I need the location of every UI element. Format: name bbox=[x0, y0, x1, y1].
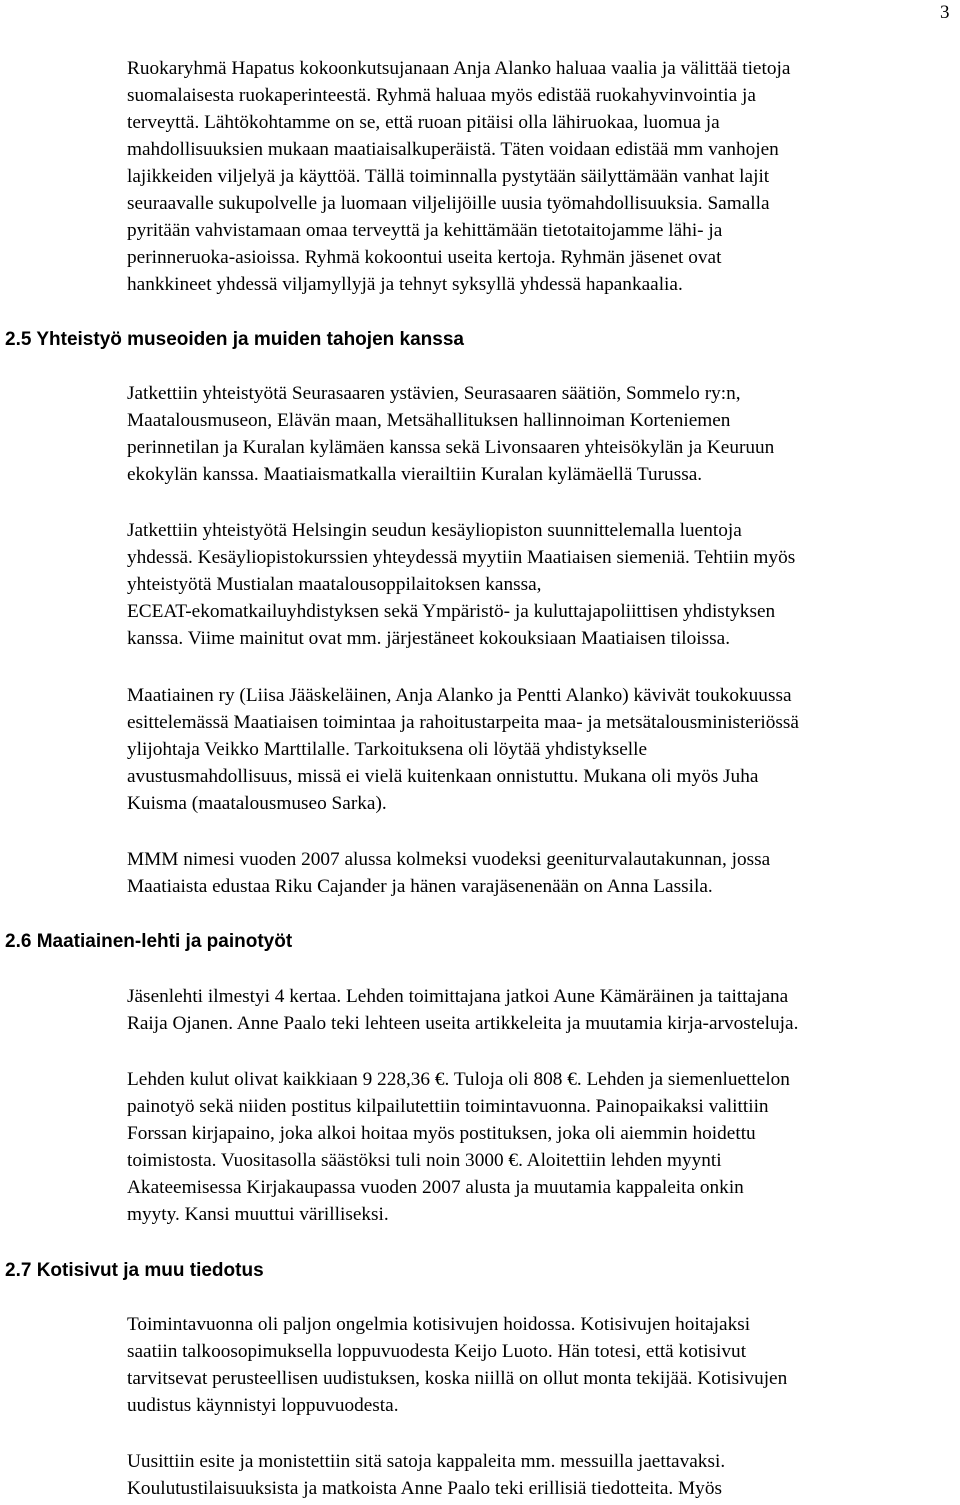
text-line: ECEAT-ekomatkailuyhdistyksen sekä Ympäristö- ja kuluttajapoliittisen yhdistyksen bbox=[127, 601, 776, 622]
text-line: saatiin talkoosopimuksella loppuvuodesta Keijo Luoto. Hän totesi, että kotisivut bbox=[127, 1341, 747, 1362]
text-line: myyty. Kansi muuttui värilliseksi. bbox=[127, 1204, 389, 1225]
text-line: Koulutustilaisuuksista ja matkoista Anne Paalo teki erillisiä tiedotteita. Myös bbox=[127, 1478, 722, 1499]
section-heading: 2.6 Maatiainen-lehti ja painotyöt bbox=[5, 931, 293, 952]
text-line: seuraavalle sukupolvelle ja luomaan viljelijöille uusia työmahdollisuuksia. Samalla bbox=[127, 193, 770, 214]
text-line: suomalaisesta ruokaperinteestä. Ryhmä haluaa myös edistää ruokahyvinvointia ja bbox=[127, 85, 756, 106]
text-line: Uusittiin esite ja monistettiin sitä satoja kappaleita mm. messuilla jaettavaksi. bbox=[127, 1451, 726, 1472]
text-line: pyritään vahvistamaan omaa terveyttä ja kehittämään tietotaitojamme lähi- ja bbox=[127, 220, 723, 241]
text-line: yhdessä. Kesäyliopistokurssien yhteydessä myytiin Maatiaisen siemeniä. Tehtiin myös bbox=[127, 547, 796, 568]
text-line: perinneruoka-asioissa. Ryhmä kokoontui useita kertoja. Ryhmän jäsenet ovat bbox=[127, 247, 722, 268]
text-line: MMM nimesi vuoden 2007 alussa kolmeksi vuodeksi geeniturvalautakunnan, jossa bbox=[127, 849, 771, 870]
text-line: Jäsenlehti ilmestyi 4 kertaa. Lehden toimittajana jatkoi Aune Kämäräinen ja taittajana bbox=[127, 986, 789, 1007]
text-line: terveyttä. Lähtökohtamme on se, että ruoan pitäisi olla lähiruokaa, luomua ja bbox=[127, 112, 720, 133]
section-heading: 2.5 Yhteistyö museoiden ja muiden tahojen kanssa bbox=[5, 329, 464, 350]
text-line: avustusmahdollisuus, missä ei vielä kuitenkaan onnistuttu. Mukana oli myös Juha bbox=[127, 766, 759, 787]
text-line: yhteistyötä Mustialan maatalousoppilaitoksen kanssa, bbox=[127, 574, 542, 595]
section-heading: 2.7 Kotisivut ja muu tiedotus bbox=[5, 1260, 264, 1281]
text-line: Maatalousmuseon, Elävän maan, Metsähallituksen hallinnoiman Korteniemen bbox=[127, 410, 731, 431]
text-line: uudistus käynnistyi loppuvuodesta. bbox=[127, 1395, 399, 1416]
text-line: kanssa. Viime mainitut ovat mm. järjestäneet kokouksiaan Maatiaisen tiloissa. bbox=[127, 628, 731, 649]
text-line: ekokylän kanssa. Maatiaismatkalla vierailtiin Kuralan kylämäellä Turussa. bbox=[127, 464, 703, 485]
text-line: Toimintavuonna oli paljon ongelmia kotisivujen hoidossa. Kotisivujen hoitajaksi bbox=[127, 1314, 751, 1335]
text-line: Maatiaista edustaa Riku Cajander ja hänen varajäsenenään on Anna Lassila. bbox=[127, 876, 713, 897]
text-line: lajikkeiden viljelyä ja käyttöä. Tällä toiminnalla pystytään säilyttämään vanhat lajit bbox=[127, 166, 770, 187]
text-line: toimistosta. Vuositasolla säästöksi tuli noin 3000 €. Aloitettiin lehden myynti bbox=[127, 1150, 722, 1171]
text-line: Jatkettiin yhteistyötä Seurasaaren ystävien, Seurasaaren säätiön, Sommelo ry:n, bbox=[127, 383, 741, 404]
text-line: Jatkettiin yhteistyötä Helsingin seudun kesäyliopiston suunnittelemalla luentoja bbox=[127, 520, 742, 541]
text-line: Akateemisessa Kirjakaupassa vuoden 2007 alusta ja muutamia kappaleita onkin bbox=[127, 1177, 744, 1198]
text-line: ylijohtaja Veikko Marttilalle. Tarkoituksena oli löytää yhdistykselle bbox=[127, 739, 648, 760]
text-line: Raija Ojanen. Anne Paalo teki lehteen useita artikkeleita ja muutamia kirja-arvosteluja. bbox=[127, 1013, 799, 1034]
text-line: Forssan kirjapaino, joka alkoi hoitaa myös postituksen, joka oli aiemmin hoidettu bbox=[127, 1123, 756, 1144]
text-line: tarvitsevat perusteellisen uudistuksen, koska niillä on ollut monta tekijää. Kotisivujen bbox=[127, 1368, 788, 1389]
text-line: esittelemässä Maatiaisen toimintaa ja rahoitustarpeita maa- ja metsätalousministeriössä bbox=[127, 712, 799, 733]
page-number: 3 bbox=[940, 2, 950, 23]
text-line: Kuisma (maatalousmuseo Sarka). bbox=[127, 793, 387, 814]
text-line: Lehden kulut olivat kaikkiaan 9 228,36 €. Tuloja oli 808 €. Lehden ja siemenluettelon bbox=[127, 1069, 790, 1090]
text-line: mahdollisuuksien mukaan maatiaisalkuperäistä. Täten voidaan edistää mm vanhojen bbox=[127, 139, 779, 160]
text-line: Ruokaryhmä Hapatus kokoonkutsujanaan Anja Alanko haluaa vaalia ja välittää tietoja bbox=[127, 58, 791, 79]
text-line: perinnetilan ja Kuralan kylämäen kanssa sekä Livonsaaren yhteisökylän ja Keuruun bbox=[127, 437, 775, 458]
text-line: Maatiainen ry (Liisa Jääskeläinen, Anja Alanko ja Pentti Alanko) kävivät toukokuussa bbox=[127, 685, 792, 706]
text-line: painotyö sekä niiden postitus kilpailutettiin toimintavuonna. Painopaikaksi valittiin bbox=[127, 1096, 769, 1117]
text-line: hankkineet yhdessä viljamyllyjä ja tehnyt syksyllä yhdessä hapankaalia. bbox=[127, 274, 683, 295]
